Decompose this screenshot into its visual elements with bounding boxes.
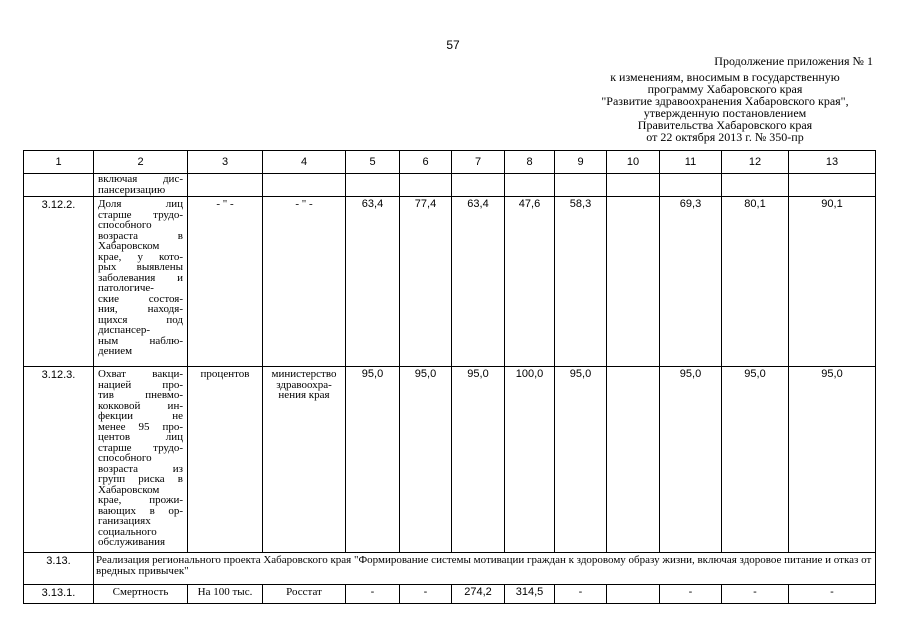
value-cell: 58,3 <box>555 197 607 367</box>
unit-cell: - " - <box>188 197 263 367</box>
section-row <box>24 553 876 585</box>
column-header-row <box>24 151 876 174</box>
column-header: 3 <box>188 151 263 174</box>
row-code: 3.12.3. <box>24 367 94 553</box>
indicator-name-line: щихся под <box>98 313 183 326</box>
value-cell: 95,0 <box>346 367 400 553</box>
indicator-name: Смертность <box>94 585 188 604</box>
column-header: 9 <box>555 151 607 174</box>
header-line: Правительства Хабаровского края <box>637 118 813 132</box>
value-cell: 63,4 <box>346 197 400 367</box>
header-line: от 22 октября 2013 г. № 350-пр <box>646 130 804 144</box>
indicator-name-line: патологиче- <box>98 282 154 294</box>
row-code: 3.12.2. <box>24 197 94 367</box>
value-cell: - <box>660 585 722 604</box>
value-cell: - <box>789 585 876 604</box>
indicator-name-line: тив пневмо- <box>98 389 183 401</box>
value-cell: 77,4 <box>400 197 452 367</box>
value-cell: - <box>400 585 452 604</box>
executor-cell: - " - <box>263 197 346 367</box>
row-code: 3.13.1. <box>24 585 94 604</box>
value-cell: 47,6 <box>505 197 555 367</box>
indicator-name-line: Доля лиц <box>98 198 183 210</box>
indicator-name <box>94 197 188 367</box>
indicator-name-line: заболевания и <box>98 271 183 284</box>
value-cell: 80,1 <box>722 197 789 367</box>
header-line: программу Хабаровского края <box>647 82 803 96</box>
indicator-name: включая дис- пансеризацию <box>94 174 188 197</box>
indicator-name-line: менее 95 про- <box>98 420 183 433</box>
unit-cell: процентов <box>188 367 263 553</box>
value-cell: 95,0 <box>722 367 789 553</box>
header-line: утвержденную постановлением <box>643 106 807 120</box>
indicator-name-line: диспансер- <box>98 324 151 336</box>
indicator-name-line: крае, у кото- <box>98 250 183 263</box>
section-title: Реализация регионального проекта Хабаровского края "Формирование системы мотивации граждан к здоровому образу жизни, включая здоровое питание и отказ от вредных привычек" <box>94 553 876 585</box>
indicator-name-line: центов лиц <box>98 431 183 443</box>
value-cell: 90,1 <box>789 197 876 367</box>
appendix-header-block <box>530 71 905 143</box>
value-cell: 69,3 <box>660 197 722 367</box>
column-header: 4 <box>263 151 346 174</box>
value-cell: 95,0 <box>660 367 722 553</box>
indicator-name-line: фекции не <box>98 410 183 422</box>
indicator-name-line: Хабаровском <box>98 483 160 496</box>
appendix-title: Продолжение приложения № 1 <box>714 54 873 68</box>
executor-cell: Росстат <box>263 585 346 604</box>
indicator-name-line: нацией про- <box>98 378 183 391</box>
column-header: 5 <box>346 151 400 174</box>
section-code: 3.13. <box>24 553 94 585</box>
header-line: "Развитие здравоохранения Хабаровского края", <box>601 94 849 108</box>
value-cell <box>607 585 660 604</box>
column-header: 8 <box>505 151 555 174</box>
value-cell: 314,5 <box>505 585 555 604</box>
value-cell: - <box>722 585 789 604</box>
indicator-name-line: крае, прожи- <box>98 494 183 506</box>
indicator-name-line: вающих в ор- <box>98 504 183 517</box>
value-cell: - <box>346 585 400 604</box>
indicator-name-line: старше трудо- <box>98 441 183 454</box>
value-cell: 95,0 <box>400 367 452 553</box>
indicator-name-line: ские состоя- <box>98 292 183 305</box>
value-cell: 100,0 <box>505 367 555 553</box>
table-row <box>24 367 876 553</box>
column-header: 6 <box>400 151 452 174</box>
unit-cell: На 100 тыс. <box>188 585 263 604</box>
indicator-name-line: старше трудо- <box>98 208 183 221</box>
value-cell: 274,2 <box>452 585 505 604</box>
column-header: 10 <box>607 151 660 174</box>
indicator-name-line: Охват вакци- <box>98 368 183 380</box>
executor-cell: министерство здравоохра-нения края <box>263 367 346 553</box>
indicator-name-line: способного <box>98 452 152 464</box>
indicator-name-line: социального <box>98 525 157 538</box>
indicator-name-line: возраста в <box>98 229 183 242</box>
indicators-table <box>23 150 876 604</box>
header-line: к изменениям, вносимым в государственную <box>610 70 840 84</box>
value-cell: - <box>555 585 607 604</box>
column-header: 7 <box>452 151 505 174</box>
value-cell <box>607 367 660 553</box>
column-header: 1 <box>24 151 94 174</box>
table-row <box>24 585 876 604</box>
indicator-name-line: ния, находя- <box>98 303 183 315</box>
value-cell: 63,4 <box>452 197 505 367</box>
page-number: 57 <box>446 38 460 52</box>
table-row <box>24 197 876 367</box>
value-cell: 95,0 <box>452 367 505 553</box>
column-header: 13 <box>789 151 876 174</box>
indicator-name-line: ным наблю- <box>98 334 183 347</box>
indicator-name-line: способного <box>98 219 152 231</box>
indicator-name-line: ганизациях <box>98 515 151 527</box>
value-cell: 95,0 <box>555 367 607 553</box>
value-cell <box>607 197 660 367</box>
value-cell: 95,0 <box>789 367 876 553</box>
indicator-name-line: дением <box>98 345 133 357</box>
indicator-name-line: Хабаровском <box>98 240 160 252</box>
indicator-name <box>94 367 188 553</box>
continuation-row <box>24 174 876 197</box>
indicator-name-line: групп риска в <box>98 473 183 485</box>
indicator-name-line: обслуживания <box>98 536 166 548</box>
indicator-name-line: рых выявлены <box>98 261 183 273</box>
column-header: 2 <box>94 151 188 174</box>
indicator-name-line: кокковой ин- <box>98 399 183 412</box>
column-header: 11 <box>660 151 722 174</box>
column-header: 12 <box>722 151 789 174</box>
indicator-name-line: возраста из <box>98 462 183 475</box>
